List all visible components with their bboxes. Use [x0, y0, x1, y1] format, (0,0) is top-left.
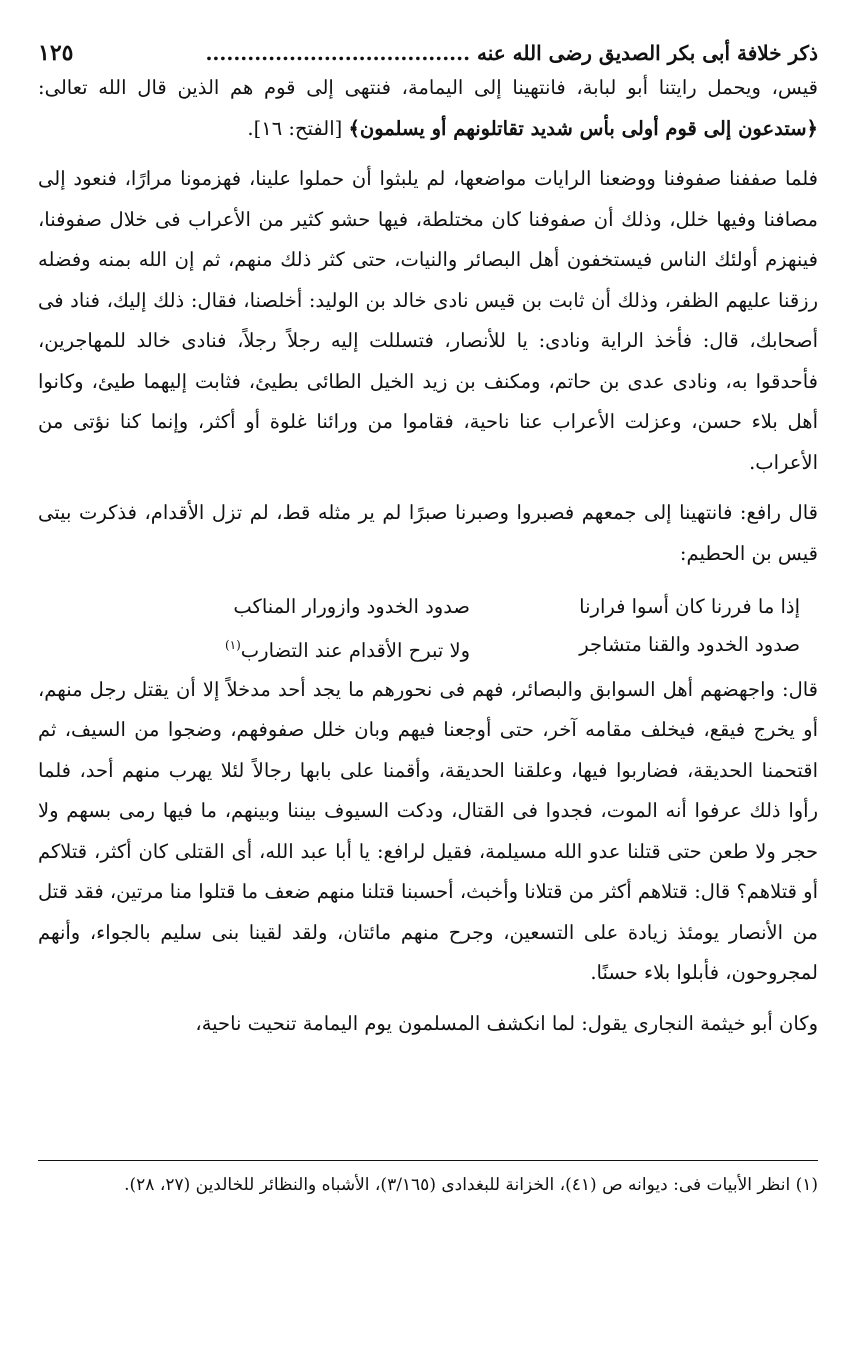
verse-line-2	[38, 626, 800, 670]
verse-line-1	[38, 588, 800, 626]
chapter-title: ذكر خلافة أبى بكر الصديق رضى الله عنه	[477, 41, 818, 65]
leader-dots: ......................................	[205, 41, 471, 65]
verse-2-second-hemistich-text: ولا تبرح الأقدام عند التضارب	[240, 638, 470, 662]
paragraph-2: فلما صففنا صفوفنا ووضعنا الرايات مواضعها، لم يلبثوا أن حملوا علينا، فهزمونا مرارًا، فنعود إلى مصافنا وفيها خلل، وذلك أن صفوفنا كان مختلطة، فيها حشو كثير من الأعراب فى خلال صفوفنا، فينهزم أولئك الناس فيستخفون أهل البصائر والنيات، حتى كثر ذلك منهم، ثم إن الله بمنه وفضله رزقنا عليهم الظفر، وذلك أن ثابت بن قيس نادى خالد بن الوليد: أخلصنا، فقال: ذلك إليك، فناد فى أصحابك، قال: فأخذ الراية ونادى: يا للأنصار، فتسللت إليه رجلاً رجلاً، فنادى خالد للمهاجرين، فأحدقوا به، ونادى عدى بن حاتم، ومكنف بن زيد الخيل الطائى بطيئ، فثابت إليهما طيئ، وكانوا أهل بلاء حسن، وعزلت الأعراب عنا ناحية، فقاموا من ورائنا غلوة أو أكثر، وإنما كنا نؤتى من الأعراب.	[38, 167, 818, 474]
quran-reference: [الفتح: ١٦].	[247, 116, 349, 140]
verse-2-second-hemistich	[140, 626, 470, 670]
paragraph-1	[38, 68, 818, 149]
paragraph-3: قال رافع: فانتهينا إلى جمعهم فصبروا وصبرنا صبرًا لم ير مثله قط، لم تزل الأقدام، فذكرت بيتى قيس بن الحطيم:	[38, 501, 818, 565]
verse-1-second-hemistich: صدود الخدود وازورار المناكب	[233, 595, 470, 618]
page-number: ١٢٥	[38, 40, 74, 66]
paragraph-5: وكان أبو خيثمة النجارى يقول: لما انكشف المسلمون يوم اليمامة تنحيت ناحية،	[195, 1011, 818, 1035]
verse-2-first-hemistich: صدود الخدود والقنا متشاجر	[579, 633, 800, 656]
footnote-marker: (١)	[224, 638, 241, 652]
footnote-divider	[38, 1160, 818, 1161]
page-content	[38, 38, 818, 1044]
verse-1-first-hemistich: إذا ما فررنا كان أسوا فرارنا	[579, 595, 800, 618]
poetry-verses	[38, 588, 818, 670]
footnote: (١) انظر الأبيات فى: ديوانه ص (٤١)، الخزانة للبغدادى (٣/١٦٥)، الأشباه والنظائر للخالدين (٢٧، ٢٨).	[124, 1175, 818, 1195]
quran-verse: ﴿ستدعون إلى قوم أولى بأس شديد تقاتلونهم أو يسلمون﴾	[348, 116, 818, 140]
paragraph-1-text: قيس، ويحمل رايتنا أبو لبابة، فانتهينا إلى اليمامة، فنتهى إلى قوم هم الذين قال الله تعالى:	[38, 76, 818, 99]
running-header	[38, 38, 818, 68]
header-title-line	[205, 38, 818, 68]
paragraph-4: قال: واجهضهم أهل السوابق والبصائر، فهم فى نحورهم ما يجد أحد مدخلاً إلا أن يقتل رجل منهم، أو يخرج فيقع، فيخلف مقامه آخر، حتى أوجعنا فيهم وبان خلل صفوفهم، وضجوا من السيف، ثم اقتحمنا الحديقة، فضاربوا فيها، وعلقنا الحديقة، وأقمنا على بابها رجالاً لئلا يهرب منهم أحد، فلما رأوا ذلك عرفوا أنه الموت، فجدوا فى القتال، ودكت السيوف بيننا وبينهم، ما فيها رمى بسهم ولا حجر ولا طعن حتى قتلنا عدو الله مسيلمة، فقيل لرافع: يا أبا عبد الله، أى القتلى كان أكثر، قتلاكم أو قتلاهم؟ قال: قتلاهم أكثر من قتلانا وأخبث، أحسبنا قتلنا منهم ضعف ما قتلوا منا مرتين، فقد قتل من الأنصار يومئذ زيادة على التسعين، وجرح منهم مائتان، ولقد لقينا بنى سليم بالجواء، وأنهم لمجروحون، فأبلوا بلاء حسنًا.	[38, 677, 818, 984]
